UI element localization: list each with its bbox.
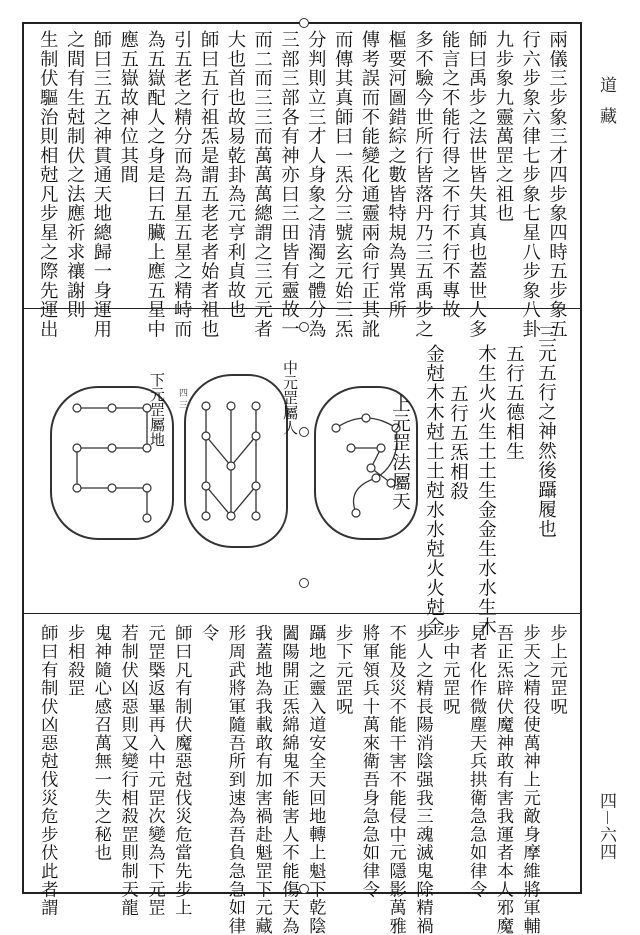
middle-talisman-diagram (184, 374, 288, 548)
text-column: 將軍領兵十萬來衛吾身急急如律令 (358, 624, 379, 899)
text-column: 分判則立三才人身象之清濁之體分為 (305, 30, 327, 339)
text-column: 引五老之精分而為五星五星之精峙而 (171, 30, 193, 339)
text-column: 三部三部各有神亦曰三田皆有靈故一 (278, 30, 300, 339)
middle-talisman-label: 中元罡屬人 (281, 360, 299, 435)
text-column: 兩儀三步象三才四步象四時五步象五 (546, 30, 568, 339)
text-column: 為五嶽配人之身是曰五臟上應五星中 (144, 30, 166, 339)
text-column: 我蓋地為我載敢有加害禍赴魁罡下元藏 (251, 624, 272, 935)
scripture-page (22, 22, 582, 935)
element-text-column: 木生火火生土土生金金生水水生木 (475, 344, 497, 637)
upper-text-panel (24, 24, 580, 339)
text-column: 樞要河圖錯綜之數皆特規為異常所 (385, 30, 407, 320)
text-column: 師曰凡有制伏魔惡尅伐災危當先步上 (171, 624, 192, 917)
text-column: 步人之精長陽消陰强我三魂滅鬼除精禍 (412, 624, 433, 935)
diagram-note: 四 三 (177, 388, 187, 409)
text-column: 師曰五行祖炁是謂五老老者始者祖也 (198, 30, 220, 339)
text-column: 步上元罡呪 (546, 624, 567, 716)
middle-diagram-panel (24, 310, 580, 637)
text-column: 若制伏凶惡則又變行相殺罡則制天龍 (117, 624, 138, 917)
text-column: 大也首也故易乾卦為元亨利貞故也 (224, 30, 246, 320)
text-column: 闔陽開正炁綿綿鬼不能害人不能傷天為 (278, 624, 299, 935)
element-text-column: 五行五炁相殺 (447, 384, 469, 501)
text-column: 而傳其真師曰一炁分三號玄元始三炁 (332, 30, 354, 339)
lower-talisman-label: 下元罡屬地 (148, 372, 166, 447)
upper-divider (24, 308, 580, 309)
text-column: 之間有生尅制伏之法應祈求禳謝則 (64, 30, 86, 320)
element-text-column: 上元罡法屬天 (389, 394, 411, 511)
text-column: 師曰禹步之法世皆失其真也蓋世人多 (466, 30, 488, 339)
text-column: 生制伏驅治則相尅凡步星之際先運出 (37, 30, 59, 339)
text-column: 形周武將軍隨吾所到速為吾負急急如律 (224, 624, 245, 935)
lower-text-panel (24, 616, 580, 935)
text-column: 令 (198, 624, 219, 643)
element-text-column: 五行五德相生 (503, 344, 525, 461)
text-column: 行六步象六律七步象七星八步象八卦 (519, 30, 541, 339)
text-column: 見者化作微塵天兵拱衛急急如律令 (466, 624, 487, 899)
text-column: 而二而三三而萬萬萬總謂之三元元者 (251, 30, 273, 339)
collection-title: 道藏 (596, 76, 616, 138)
middle-talisman-pattern (186, 376, 286, 546)
text-column: 元罡槩返畢再入中元罡次變為下元罡 (144, 624, 165, 917)
text-column: 應五嶽故神位其間 (117, 30, 139, 185)
text-column: 不能及災不能干害不能侵中元隱影萬雅 (385, 624, 406, 935)
element-text-column: 金尅木木尅土土尅水水尅火火尅金 (423, 344, 445, 637)
element-text-column: 三元五行之神然後躡履也 (535, 324, 557, 539)
text-column: 多不驗今世所行皆落丹乃三五禹步之 (412, 30, 434, 339)
text-column: 步天之精役使萬神上元敵身摩維將軍輔 (519, 624, 540, 935)
text-column: 師曰三五之神貫通天地總歸一身運用 (90, 30, 112, 339)
page-number: 四－六四 (596, 792, 616, 860)
text-column: 傳考誤而不能變化通靈兩命行正其訛 (358, 30, 380, 339)
text-column: 師曰有制伏凶惡尅伐災危步伏此者謂 (37, 624, 58, 917)
text-column: 九步象九靈萬罡之祖也 (492, 30, 514, 223)
text-column: 步中元罡呪 (439, 624, 460, 716)
text-column: 步相殺罡 (64, 624, 85, 698)
text-column: 步下元罡呪 (332, 624, 353, 716)
text-column: 能言之不能行得之不行不行不專故 (439, 30, 461, 320)
lower-divider (24, 613, 580, 614)
text-column: 鬼神隨心感召萬無一失之秘也 (90, 624, 111, 862)
text-column: 躡地之靈入道安全天回地轉上魁下乾陰 (305, 624, 326, 935)
text-column: 吾正炁辟伏魔神敢有害我運者本人邪魔 (492, 624, 513, 935)
